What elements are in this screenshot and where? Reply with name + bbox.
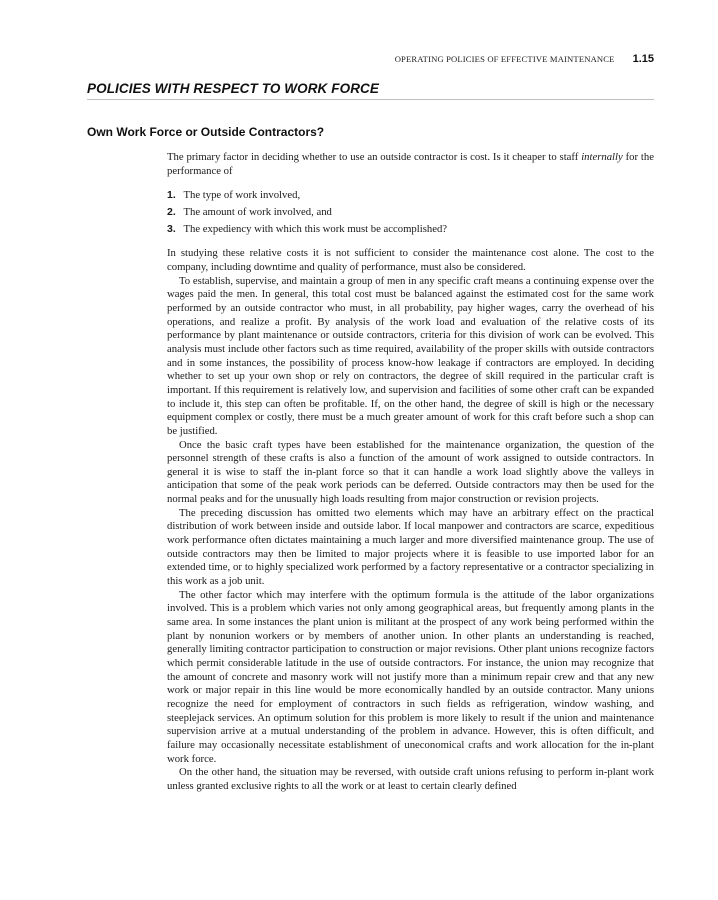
numbered-list (167, 187, 654, 238)
intro-lead: The primary factor in deciding whether to use an outside contractor is cost. Is it cheaper to staff (167, 151, 582, 163)
list-item (167, 221, 654, 238)
list-text: The expediency with which this work must be accomplished? (183, 223, 448, 236)
intro-paragraph (167, 151, 654, 178)
list-text: The type of work involved, (183, 189, 301, 202)
paragraph: The other factor which may interfere with the optimum formula is the attitude of the labor organizations involved. This is a problem which varies not only among geographical areas, but frequently among plants in the same area. In some instances the plant union is militant at the prospect of any work being performed within the plant by nonunion workers or by members of another union. In other plants an understanding is reached, generally limiting contractor participation to construction or major revisions. Other plant unions recognize factors which permit considerable latitude in the use of outside contractors. For instance, the union may recognize that the amount of concrete and masonry work will not justify more than a minimum repair crew and that any new work or major repair in this line would be more economically handled by an outside contractor. Many unions recognize the need for employment of contractors in such fields as refrigeration, window washing, and steeplejack services. An optimum solution for this problem is more likely to result if the union and maintenance supervision arrive at a mutual understanding of the problem in advance. However, this is often difficult, and failure may occasionally necessitate establishment of uneconomical crafts and work allocation for the in-plant work force. (167, 588, 654, 765)
paragraph: Once the basic craft types have been established for the maintenance organization, the question of the personnel strength of these crafts is also a function of the amount of work assigned to outside contractors. In general it is wise to staff the in-plant force so that it can handle a work load slightly above the valleys in anticipation that some of the peak work periods can be deferred. Outside contractors may then be used for the normal peaks and for the unusually high loads resulting from major construction or revision projects. (167, 438, 654, 506)
paragraph: To establish, supervise, and maintain a group of men in any specific craft means a continuing expense over the wages paid the men. In general, this total cost must be balanced against the estimated cost for the same work performed by an outside contractor who must, in all probability, pay higher wages, carry the overhead of his operations, and realize a profit. By analysis of the work load and evaluation of the relative costs of its performance by plant maintenance or outside contractors, criteria for this division of work can be evolved. This analysis must include other factors such as time required, availability of the proper skills with outside contractors and in some instances, the possibility of process know-how leakage if contractors are employed. In deciding whether to set up your own shop or rely on contractors, the degree of skill required in the particular craft is important. If this requirement is relatively low, and supervision and facilities of some other craft can be expanded to include it, this step can often be profitable. If, on the other hand, the degree of skill is high or the necessary equipment complex or costly, there must be a much greater amount of work for this craft before such a shop can be justified. (167, 274, 654, 437)
intro-tail: for the performance of (167, 151, 654, 177)
list-number: 2. (167, 206, 176, 219)
intro-italic: internally (581, 151, 623, 163)
subsection-title: Own Work Force or Outside Contractors? (87, 125, 325, 139)
body-text (167, 151, 654, 794)
section-title: POLICIES WITH RESPECT TO WORK FORCE (87, 81, 380, 96)
list-text: The amount of work involved, and (183, 206, 332, 219)
paragraph: In studying these relative costs it is not sufficient to consider the maintenance cost alone. The cost to the company, including downtime and quality of performance, must also be considered. (167, 247, 654, 273)
paragraph: On the other hand, the situation may be reversed, with outside craft unions refusing to perform in-plant work unless granted exclusive rights to all the work or at least to certain clearly defined (167, 766, 654, 792)
running-title: OPERATING POLICIES OF EFFECTIVE MAINTENANCE (394, 54, 615, 64)
page-number: 1.15 (632, 53, 654, 65)
list-number: 1. (167, 189, 176, 202)
running-header (0, 53, 654, 65)
list-number: 3. (167, 223, 176, 236)
section-divider (87, 99, 654, 100)
list-item (167, 204, 654, 221)
paragraph: The preceding discussion has omitted two elements which may have an arbitrary effect on the practical distribution of work between inside and outside labor. If local manpower and contractors are scarce, expeditious work performance often dictates maintaining a much larger and more diversified maintenance group. The use of outside contractors may then be limited to major projects where it is feasible to use imported labor for an extended time, or to highly specialized work performed by a factory representative or a contractor specializing in this work as a job unit. (167, 506, 654, 588)
list-item (167, 187, 654, 204)
